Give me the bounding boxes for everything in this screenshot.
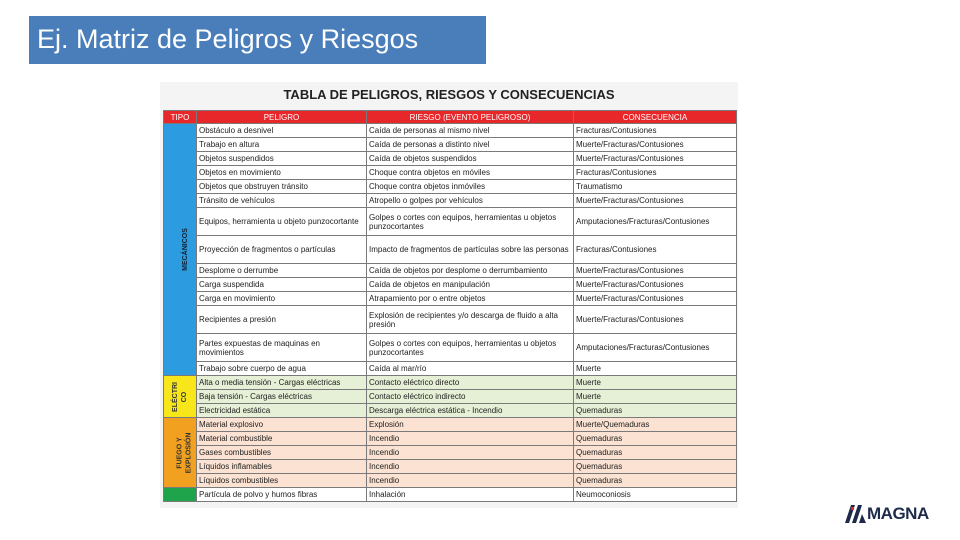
cell-consecuencia: Quemaduras — [574, 432, 737, 446]
category-electrico-label: CO — [180, 391, 188, 402]
table-row — [164, 460, 737, 474]
table-row — [164, 376, 737, 390]
cell-peligro: Líquidos combustibles — [197, 474, 367, 488]
table-row — [164, 404, 737, 418]
table-row — [164, 390, 737, 404]
cell-riesgo: Descarga eléctrica estática - Incendio — [367, 404, 574, 418]
slide-title: Ej. Matriz de Peligros y Riesgos — [37, 24, 419, 54]
cell-riesgo: Explosión de recipientes y/o descarga de fluido a alta presión — [367, 306, 574, 334]
cell-consecuencia: Muerte/Fracturas/Contusiones — [574, 306, 737, 334]
table-row — [164, 362, 737, 376]
cell-peligro: Proyección de fragmentos o partículas — [197, 236, 367, 264]
cell-peligro: Electricidad estática — [197, 404, 367, 418]
cell-riesgo: Golpes o cortes con equipos, herramientas u objetos punzocortantes — [367, 334, 574, 362]
table-row — [164, 488, 737, 502]
cell-consecuencia: Quemaduras — [574, 446, 737, 460]
cell-consecuencia: Neumoconiosis — [574, 488, 737, 502]
cell-peligro: Gases combustibles — [197, 446, 367, 460]
category-electrico — [164, 376, 197, 418]
hazard-table-image — [160, 82, 738, 508]
cell-peligro: Partes expuestas de maquinas en movimientos — [197, 334, 367, 362]
cell-peligro: Líquidos inflamables — [197, 460, 367, 474]
cell-peligro: Trabajo en altura — [197, 138, 367, 152]
cell-peligro: Material combustible — [197, 432, 367, 446]
cell-consecuencia: Quemaduras — [574, 460, 737, 474]
table-row — [164, 432, 737, 446]
cell-riesgo: Impacto de fragmentos de partículas sobre las personas — [367, 236, 574, 264]
category-fuego-label: FUEGO Y — [176, 436, 184, 469]
cell-peligro: Objetos que obstruyen tránsito — [197, 180, 367, 194]
hazard-table — [163, 110, 737, 502]
cell-consecuencia: Fracturas/Contusiones — [574, 236, 737, 264]
table-row — [164, 278, 737, 292]
cell-peligro: Partícula de polvo y humos fibras — [197, 488, 367, 502]
cell-consecuencia: Traumatismo — [574, 180, 737, 194]
table-row — [164, 208, 737, 236]
cell-consecuencia: Amputaciones/Fracturas/Contusiones — [574, 334, 737, 362]
cell-riesgo: Atrapamiento por o entre objetos — [367, 292, 574, 306]
cell-riesgo: Explosión — [367, 418, 574, 432]
cell-riesgo: Contacto eléctrico indirecto — [367, 390, 574, 404]
cell-consecuencia: Muerte — [574, 390, 737, 404]
category-fuego-label: EXPLOSIÓN — [185, 432, 193, 473]
cell-riesgo: Caída de objetos en manipulación — [367, 278, 574, 292]
cell-consecuencia: Quemaduras — [574, 474, 737, 488]
magna-logo — [845, 501, 945, 527]
category-mecanicos — [164, 124, 197, 376]
cell-riesgo: Choque contra objetos en móviles — [367, 166, 574, 180]
cell-peligro: Recipientes a presión — [197, 306, 367, 334]
cell-consecuencia: Muerte/Fracturas/Contusiones — [574, 194, 737, 208]
table-title: TABLA DE PELIGROS, RIESGOS Y CONSECUENCIAS — [283, 87, 615, 102]
cell-peligro: Objetos suspendidos — [197, 152, 367, 166]
table-row — [164, 138, 737, 152]
cell-consecuencia: Muerte/Fracturas/Contusiones — [574, 138, 737, 152]
table-row — [164, 152, 737, 166]
table-row — [164, 474, 737, 488]
table-row — [164, 292, 737, 306]
category-otros — [164, 488, 197, 502]
cell-peligro: Material explosivo — [197, 418, 367, 432]
cell-riesgo: Incendio — [367, 460, 574, 474]
cell-consecuencia: Fracturas/Contusiones — [574, 166, 737, 180]
cell-consecuencia: Quemaduras — [574, 404, 737, 418]
cell-peligro: Tránsito de vehículos — [197, 194, 367, 208]
cell-riesgo: Golpes o cortes con equipos, herramientas u objetos punzocortantes — [367, 208, 574, 236]
header-tipo: TIPO — [164, 111, 197, 124]
category-mecanicos-label: MECÁNICOS — [181, 228, 189, 271]
table-row — [164, 264, 737, 278]
table-row — [164, 124, 737, 138]
cell-peligro: Carga suspendida — [197, 278, 367, 292]
cell-riesgo: Caída de personas al mismo nivel — [367, 124, 574, 138]
cell-consecuencia: Muerte/Fracturas/Contusiones — [574, 152, 737, 166]
table-body — [164, 124, 737, 502]
cell-peligro: Baja tensión - Cargas eléctricas — [197, 390, 367, 404]
cell-riesgo: Incendio — [367, 474, 574, 488]
cell-riesgo: Contacto eléctrico directo — [367, 376, 574, 390]
header-consecuencia: CONSECUENCIA — [574, 111, 737, 124]
cell-consecuencia: Muerte/Fracturas/Contusiones — [574, 264, 737, 278]
cell-riesgo: Caída de objetos por desplome o derrumbamiento — [367, 264, 574, 278]
cell-consecuencia: Fracturas/Contusiones — [574, 124, 737, 138]
cell-peligro: Carga en movimiento — [197, 292, 367, 306]
table-row — [164, 446, 737, 460]
cell-riesgo: Atropello o golpes por vehículos — [367, 194, 574, 208]
cell-consecuencia: Amputaciones/Fracturas/Contusiones — [574, 208, 737, 236]
table-row — [164, 166, 737, 180]
cell-consecuencia: Muerte — [574, 376, 737, 390]
magna-logo-mark-icon — [845, 505, 867, 523]
cell-peligro: Desplome o derrumbe — [197, 264, 367, 278]
header-peligro: PELIGRO — [197, 111, 367, 124]
cell-consecuencia: Muerte/Fracturas/Contusiones — [574, 278, 737, 292]
cell-peligro: Trabajo sobre cuerpo de agua — [197, 362, 367, 376]
table-row — [164, 194, 737, 208]
category-electrico-label: ELÉCTRI — [171, 381, 179, 412]
cell-peligro: Alta o media tensión - Cargas eléctricas — [197, 376, 367, 390]
header-riesgo: RIESGO (EVENTO PELIGROSO) — [367, 111, 574, 124]
cell-riesgo: Choque contra objetos inmóviles — [367, 180, 574, 194]
table-row — [164, 180, 737, 194]
cell-peligro: Obstáculo a desnivel — [197, 124, 367, 138]
cell-consecuencia: Muerte — [574, 362, 737, 376]
cell-consecuencia: Muerte/Fracturas/Contusiones — [574, 292, 737, 306]
cell-riesgo: Caída de objetos suspendidos — [367, 152, 574, 166]
cell-riesgo: Incendio — [367, 432, 574, 446]
table-row — [164, 236, 737, 264]
table-row — [164, 334, 737, 362]
cell-riesgo: Caída de personas a distinto nivel — [367, 138, 574, 152]
cell-riesgo: Caída al mar/río — [367, 362, 574, 376]
cell-riesgo: Incendio — [367, 446, 574, 460]
category-fuego — [164, 418, 197, 488]
cell-consecuencia: Muerte/Quemaduras — [574, 418, 737, 432]
cell-riesgo: Inhalación — [367, 488, 574, 502]
magna-logo-text: MAGNA — [867, 504, 929, 523]
cell-peligro: Objetos en movimiento — [197, 166, 367, 180]
cell-peligro: Equipos, herramienta u objeto punzocortante — [197, 208, 367, 236]
table-header-row — [164, 111, 737, 124]
slide-title-box — [29, 16, 486, 64]
table-row — [164, 418, 737, 432]
table-row — [164, 306, 737, 334]
